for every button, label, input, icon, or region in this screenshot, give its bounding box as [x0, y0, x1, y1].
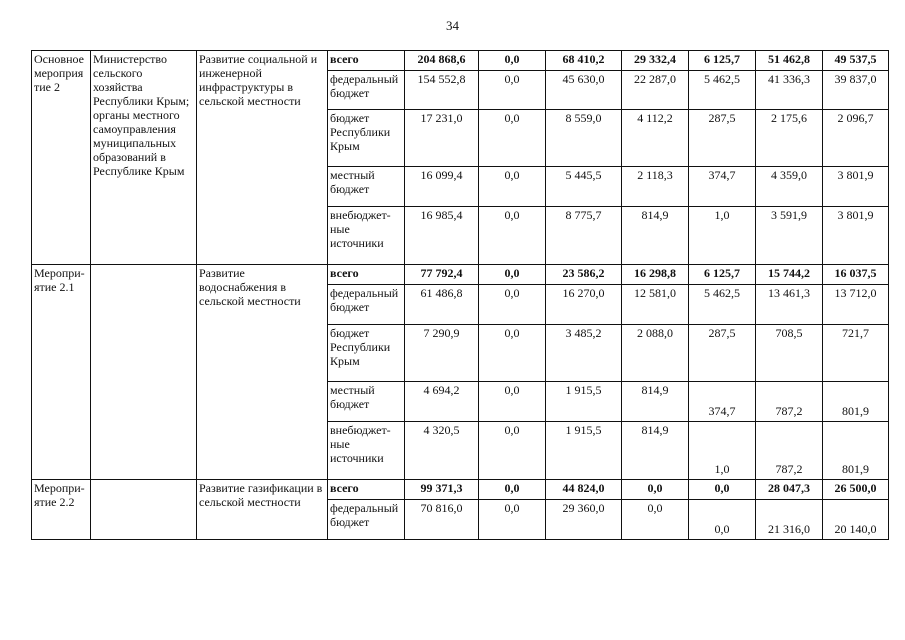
value-cell: 44 824,0 — [546, 480, 622, 500]
value-cell: 814,9 — [622, 422, 689, 480]
value-cell: 1 915,5 — [546, 422, 622, 480]
value-cell: 3 801,9 — [823, 207, 889, 265]
value-cell: 4 320,5 — [405, 422, 479, 480]
value-cell: 13 712,0 — [823, 285, 889, 325]
funding-source-cell: бюджет Республики Крым — [328, 325, 405, 382]
value-cell: 45 630,0 — [546, 71, 622, 110]
value-cell: 2 096,7 — [823, 110, 889, 167]
measure-cell: Меропри-ятие 2.2 — [32, 480, 91, 540]
value-cell: 0,0 — [479, 480, 546, 500]
value-cell: 21 316,0 — [756, 500, 823, 540]
value-cell: 3 591,9 — [756, 207, 823, 265]
value-cell: 0,0 — [479, 285, 546, 325]
funding-source-cell: местный бюджет — [328, 382, 405, 422]
value-cell: 0,0 — [479, 325, 546, 382]
value-cell: 0,0 — [689, 500, 756, 540]
funding-source-cell: внебюджет-ные источники — [328, 422, 405, 480]
value-cell: 374,7 — [689, 382, 756, 422]
value-cell: 16 099,4 — [405, 167, 479, 207]
value-cell: 1,0 — [689, 422, 756, 480]
value-cell: 787,2 — [756, 382, 823, 422]
value-cell: 5 462,5 — [689, 285, 756, 325]
value-cell: 61 486,8 — [405, 285, 479, 325]
budget-table — [31, 50, 889, 540]
table-row — [32, 51, 889, 71]
value-cell: 0,0 — [622, 480, 689, 500]
funding-source-cell: всего — [328, 480, 405, 500]
value-cell: 15 744,2 — [756, 265, 823, 285]
value-cell: 801,9 — [823, 382, 889, 422]
funding-source-cell: федеральный бюджет — [328, 285, 405, 325]
value-cell: 22 287,0 — [622, 71, 689, 110]
value-cell: 77 792,4 — [405, 265, 479, 285]
value-cell: 0,0 — [479, 500, 546, 540]
value-cell: 68 410,2 — [546, 51, 622, 71]
value-cell: 2 118,3 — [622, 167, 689, 207]
value-cell: 787,2 — [756, 422, 823, 480]
value-cell: 0,0 — [479, 51, 546, 71]
value-cell: 7 290,9 — [405, 325, 479, 382]
value-cell: 6 125,7 — [689, 265, 756, 285]
value-cell: 28 047,3 — [756, 480, 823, 500]
value-cell: 5 462,5 — [689, 71, 756, 110]
value-cell: 12 581,0 — [622, 285, 689, 325]
value-cell: 0,0 — [479, 71, 546, 110]
value-cell: 0,0 — [622, 500, 689, 540]
table-row — [32, 265, 889, 285]
value-cell: 0,0 — [479, 265, 546, 285]
value-cell: 29 360,0 — [546, 500, 622, 540]
value-cell: 16 037,5 — [823, 265, 889, 285]
funding-source-cell: местный бюджет — [328, 167, 405, 207]
value-cell: 0,0 — [479, 167, 546, 207]
value-cell: 99 371,3 — [405, 480, 479, 500]
value-cell: 8 775,7 — [546, 207, 622, 265]
executor-cell — [91, 480, 197, 540]
value-cell: 5 445,5 — [546, 167, 622, 207]
value-cell: 6 125,7 — [689, 51, 756, 71]
value-cell: 4 694,2 — [405, 382, 479, 422]
value-cell: 17 231,0 — [405, 110, 479, 167]
value-cell: 49 537,5 — [823, 51, 889, 71]
value-cell: 154 552,8 — [405, 71, 479, 110]
value-cell: 801,9 — [823, 422, 889, 480]
value-cell: 51 462,8 — [756, 51, 823, 71]
value-cell: 70 816,0 — [405, 500, 479, 540]
value-cell: 287,5 — [689, 325, 756, 382]
value-cell: 16 298,8 — [622, 265, 689, 285]
executor-cell — [91, 265, 197, 480]
value-cell: 16 985,4 — [405, 207, 479, 265]
value-cell: 39 837,0 — [823, 71, 889, 110]
value-cell: 3 801,9 — [823, 167, 889, 207]
funding-source-cell: всего — [328, 51, 405, 71]
value-cell: 708,5 — [756, 325, 823, 382]
value-cell: 8 559,0 — [546, 110, 622, 167]
funding-source-cell: внебюджет-ные источники — [328, 207, 405, 265]
value-cell: 2 175,6 — [756, 110, 823, 167]
value-cell: 16 270,0 — [546, 285, 622, 325]
table-row — [32, 480, 889, 500]
program-name-cell: Развитие водоснабжения в сельской местности — [197, 265, 328, 480]
value-cell: 41 336,3 — [756, 71, 823, 110]
value-cell: 721,7 — [823, 325, 889, 382]
value-cell: 1,0 — [689, 207, 756, 265]
page-number: 34 — [446, 18, 459, 33]
value-cell: 2 088,0 — [622, 325, 689, 382]
value-cell: 3 485,2 — [546, 325, 622, 382]
value-cell: 0,0 — [479, 110, 546, 167]
value-cell: 374,7 — [689, 167, 756, 207]
funding-source-cell: всего — [328, 265, 405, 285]
funding-source-cell: федеральный бюджет — [328, 71, 405, 110]
value-cell: 287,5 — [689, 110, 756, 167]
value-cell: 29 332,4 — [622, 51, 689, 71]
program-name-cell: Развитие газификации в сельской местности — [197, 480, 328, 540]
value-cell: 814,9 — [622, 207, 689, 265]
funding-source-cell: бюджет Республики Крым — [328, 110, 405, 167]
program-name-cell: Развитие социальной и инженерной инфраструктуры в сельской местности — [197, 51, 328, 265]
value-cell: 4 112,2 — [622, 110, 689, 167]
executor-cell: Министерство сельского хозяйства Республики Крым; органы местного самоуправления муниципальных образований в Республике Крым — [91, 51, 197, 265]
value-cell: 204 868,6 — [405, 51, 479, 71]
value-cell: 1 915,5 — [546, 382, 622, 422]
value-cell: 0,0 — [479, 382, 546, 422]
value-cell: 4 359,0 — [756, 167, 823, 207]
value-cell: 20 140,0 — [823, 500, 889, 540]
value-cell: 0,0 — [479, 422, 546, 480]
value-cell: 23 586,2 — [546, 265, 622, 285]
measure-cell: Основное мероприятие 2 — [32, 51, 91, 265]
value-cell: 814,9 — [622, 382, 689, 422]
value-cell: 0,0 — [479, 207, 546, 265]
value-cell: 26 500,0 — [823, 480, 889, 500]
measure-cell: Меропри-ятие 2.1 — [32, 265, 91, 480]
funding-source-cell: федеральный бюджет — [328, 500, 405, 540]
value-cell: 13 461,3 — [756, 285, 823, 325]
value-cell: 0,0 — [689, 480, 756, 500]
